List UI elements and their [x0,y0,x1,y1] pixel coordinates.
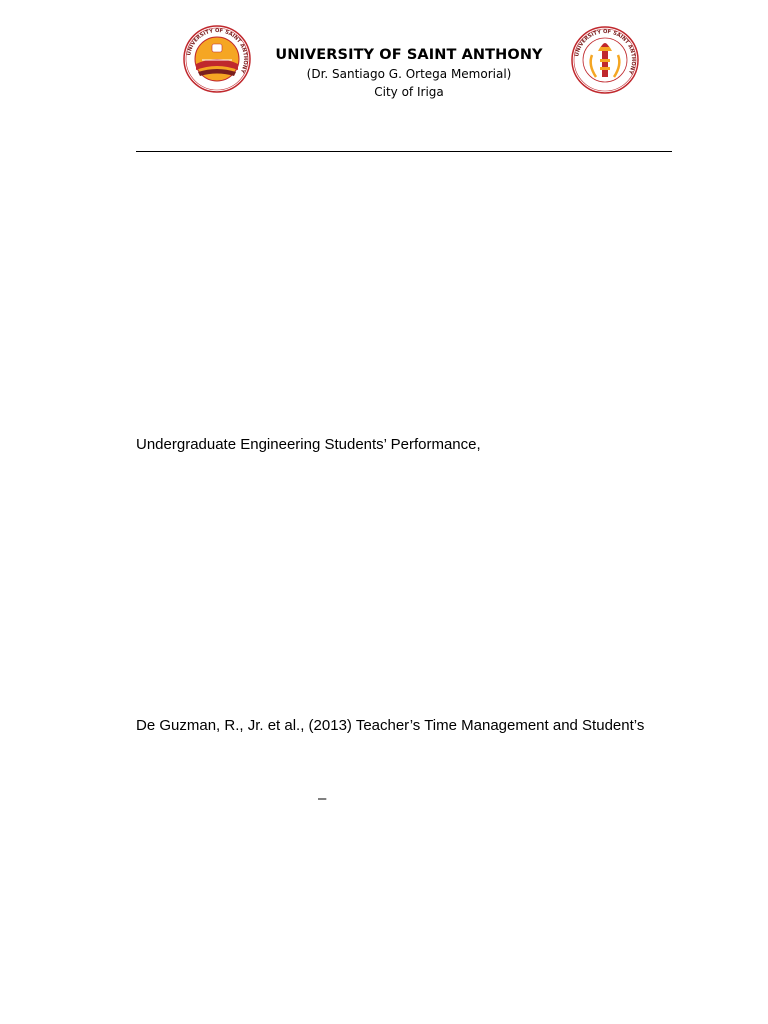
university-subtitle: (Dr. Santiago G. Ortega Memorial) [306,67,512,81]
university-seal-left [182,24,252,94]
dash-mark: – [318,790,327,807]
university-seal-right [570,25,640,95]
seal-left-ring-text: UNIVERSITY OF SAINT ANTHONY [186,27,249,74]
university-name: UNIVERSITY OF SAINT ANTHONY [275,47,543,63]
document-header [250,45,568,101]
header-divider [136,151,672,152]
university-city: City of Iriga [374,85,444,99]
body-text-line-2: De Guzman, R., Jr. et al., (2013) Teacher’s Time Management and Student’s [136,717,645,734]
seal-right-ring-text: UNIVERSITY OF SAINT ANTHONY [574,28,637,75]
body-text-line-1: Undergraduate Engineering Students’ Performance, [136,436,481,453]
